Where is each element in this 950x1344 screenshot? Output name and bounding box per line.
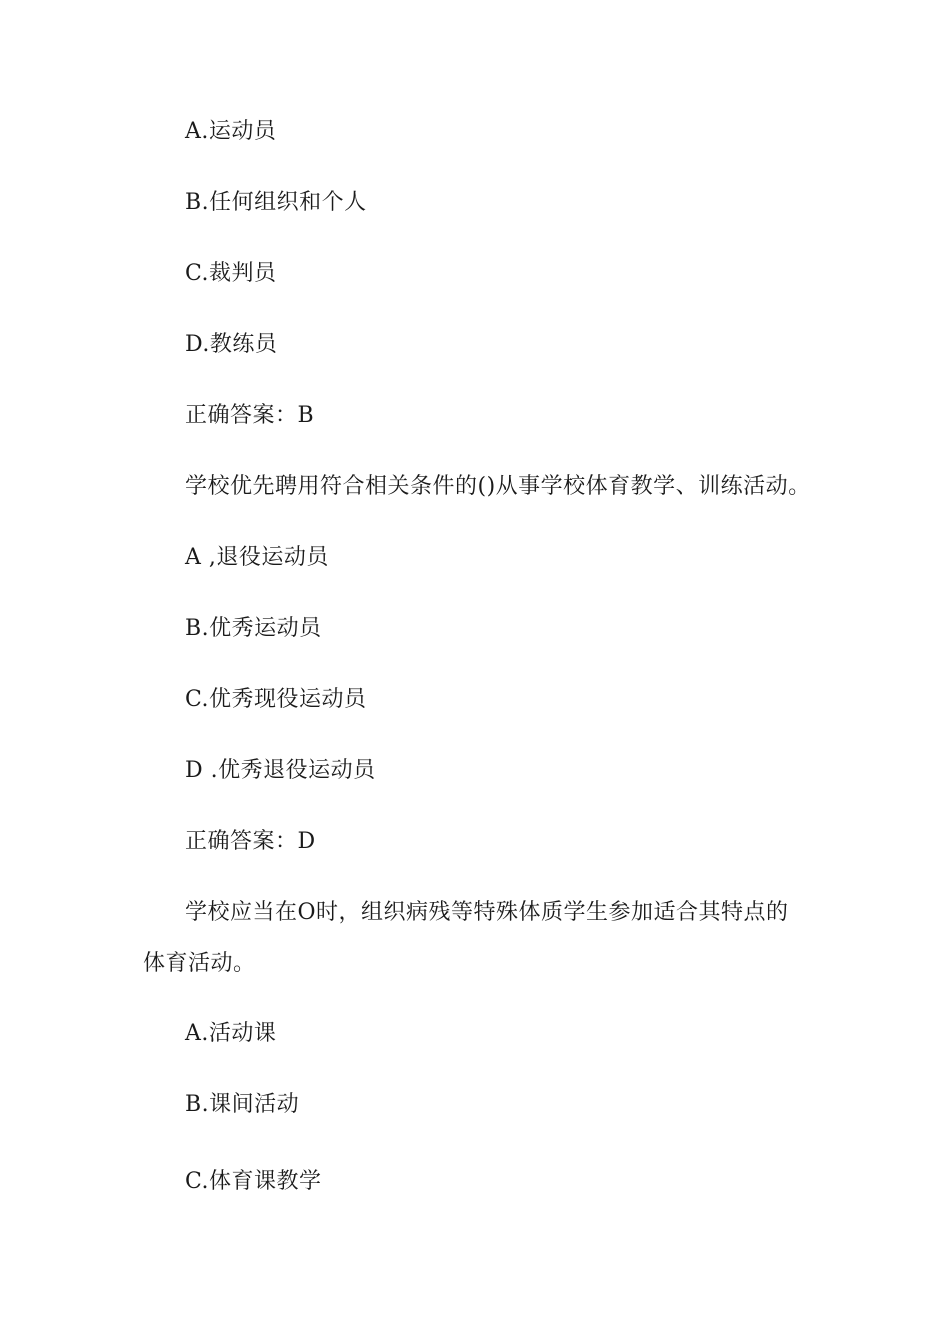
q3-stem-line2: 体育活动。 <box>143 951 256 976</box>
q1-option-d: D.教练员 <box>185 332 278 357</box>
q3-option-a: A.活动课 <box>185 1021 277 1046</box>
q1-option-a: A.运动员 <box>185 119 277 144</box>
q2-option-d: D .优秀退役运动员 <box>185 758 376 783</box>
q2-option-c: C.优秀现役运动员 <box>185 687 367 712</box>
q1-option-b: B.任何组织和个人 <box>185 190 367 215</box>
q2-answer: 正确答案：D <box>185 829 316 854</box>
q2-option-a: A ,退役运动员 <box>185 545 329 570</box>
q2-option-b: B.优秀运动员 <box>185 616 322 641</box>
q3-option-b: B.课间活动 <box>185 1092 300 1117</box>
q1-answer: 正确答案：B <box>185 403 315 428</box>
q3-option-c: C.体育课教学 <box>185 1169 322 1194</box>
q1-option-c: C.裁判员 <box>185 261 277 286</box>
q3-stem-line1: 学校应当在O时，组织病残等特殊体质学生参加适合其特点的 <box>185 900 789 925</box>
q2-stem: 学校优先聘用符合相关条件的()从事学校体育教学、训练活动。 <box>185 474 811 499</box>
